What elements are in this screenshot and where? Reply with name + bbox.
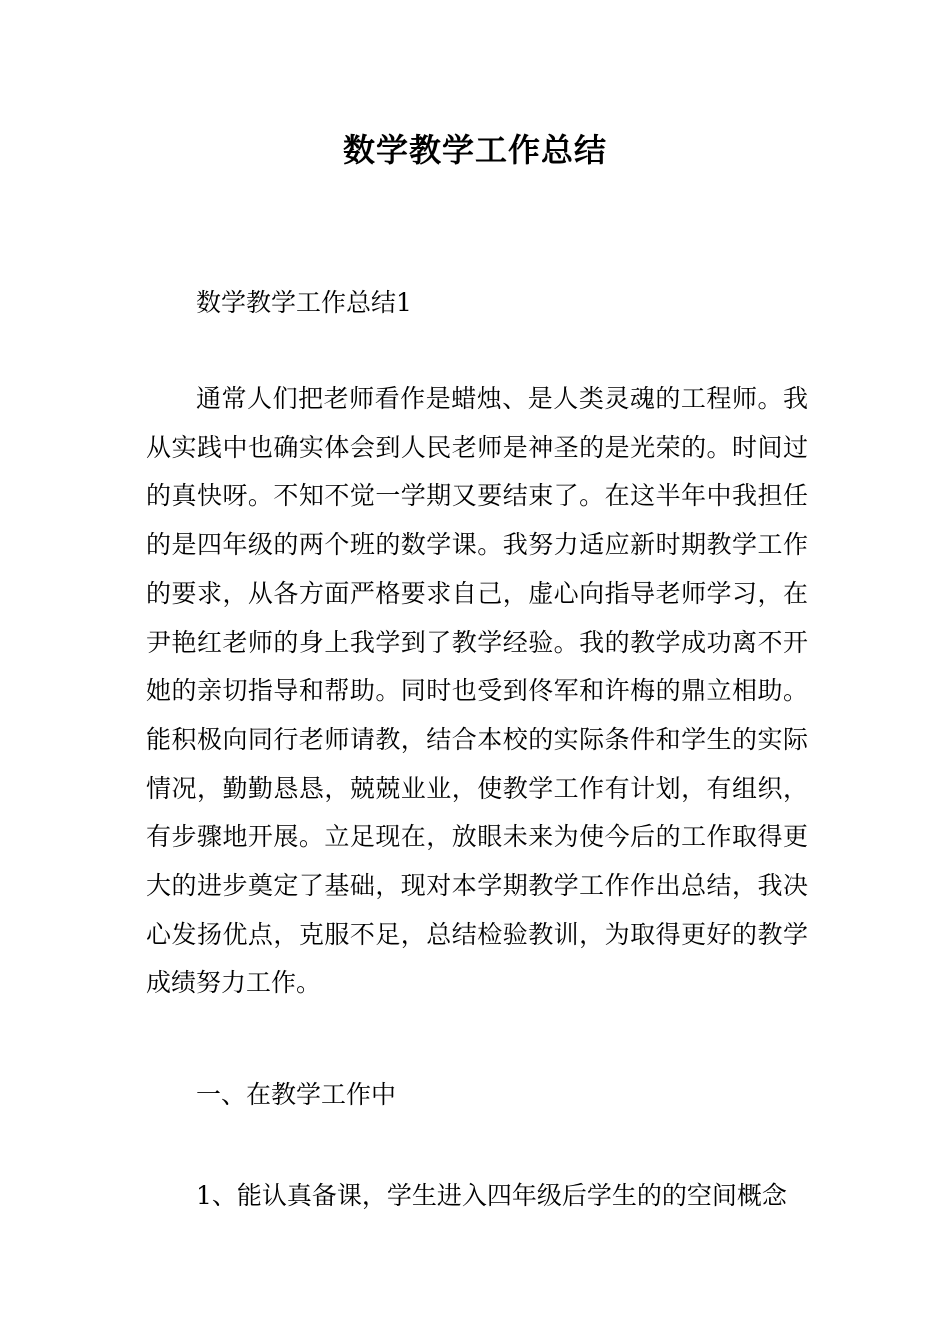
intro-paragraph: 通常人们把老师看作是蜡烛、是人类灵魂的工程师。我从实践中也确实体会到人民老师是神圣的是光荣的。时间过的真快呀。不知不觉一学期又要结束了。在这半年中我担任的是四年级的两个班的数学课。我努力适应新时期教学工作的要求，从各方面严格要求自己，虚心向指导老师学习，在尹艳红老师的身上我学到了教学经验。我的教学成功离不开她的亲切指导和帮助。同时也受到佟军和许梅的鼎立相助。能积极向同行老师请教，结合本校的实际条件和学生的实际情况，勤勤恳恳，兢兢业业，使教学工作有计划，有组织，有步骤地开展。立足现在，放眼未来为使今后的工作取得更大的进步奠定了基础，现对本学期教学工作作出总结，我决心发扬优点，克服不足，总结检验教训，为取得更好的教学成绩努力工作。: [146, 384, 808, 998]
document-subtitle: 数学教学工作总结1: [196, 288, 412, 317]
section-heading: 一、在教学工作中: [196, 1080, 397, 1109]
list-item-1: 1、能认真备课，学生进入四年级后学生的的空间概念: [196, 1181, 787, 1210]
document-title: 数学教学工作总结: [342, 131, 607, 169]
